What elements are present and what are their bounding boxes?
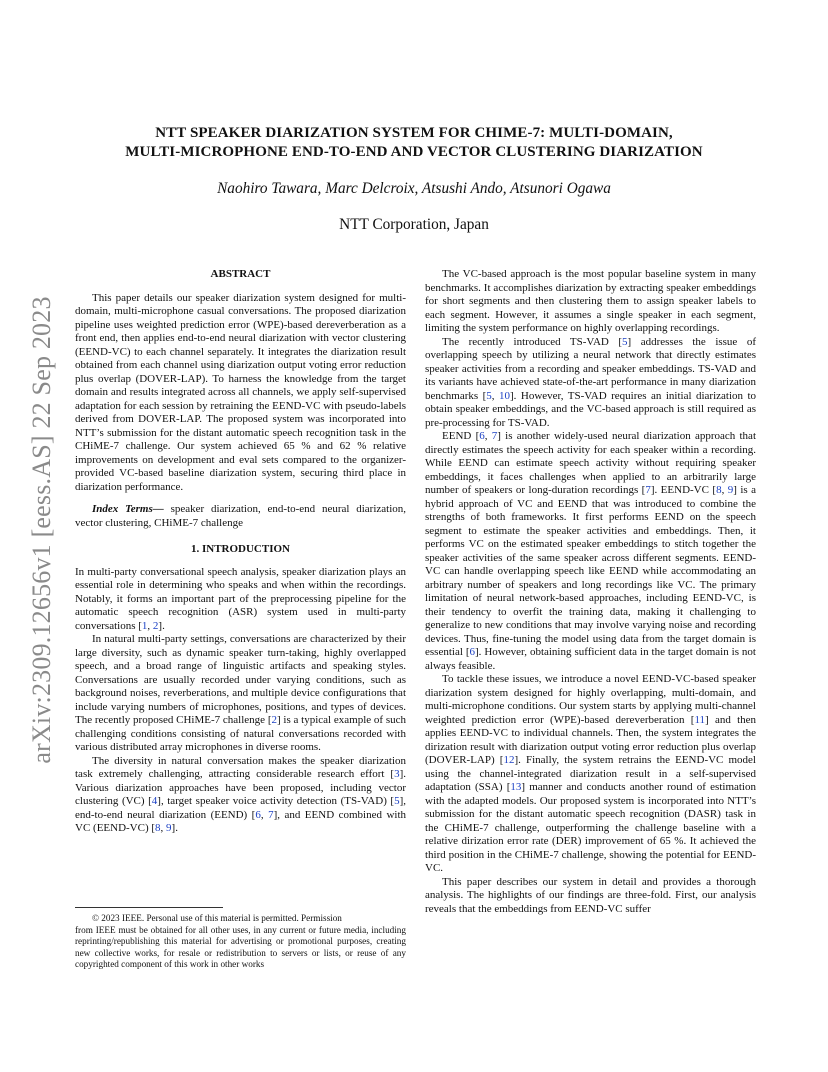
citation-link[interactable]: 2	[152, 619, 159, 632]
intro-paragraph-3: The diversity in natural conversation makes the speaker diarization task extremely challenging, attracting considerable research effort [3]. Various diarization approaches have been proposed, including vector clustering (VC) [4], target speaker voice activity detection (TS-VAD) [5], end-to-end neural diarization (EEND) [6, 7], and EEND combined with VC (EEND-VC) [8, 9].	[75, 754, 407, 834]
footnote-line-1: © 2023 IEEE. Personal use of this material is permitted. Permission	[92, 913, 342, 923]
arxiv-identifier: arXiv:2309.12656v1 [eess.AS] 22 Sep 2023	[27, 296, 56, 764]
citation-link[interactable]: 7	[268, 808, 274, 821]
arxiv-sidebar	[22, 280, 62, 780]
text-span: ] addresses the issue of overlapping speech by utilizing a neural network that directly estimates speaker activities from a recording and speaker embeddings. TS-VAD and its variants have achieved state-of-the-art performance in many diarization benchmarks [	[425, 335, 756, 402]
right-paragraph-1: The VC-based approach is the most popular baseline system in many benchmarks. It accomplishes diarization by extracting speaker embeddings for short segments and then clustering them to assign speaker labels to each segment. However, it assumes a single speaker in each segment, limiting the system performance on highly overlapping recordings.	[425, 268, 756, 334]
citation-link[interactable]: 7	[491, 430, 498, 442]
text-span: In multi-party conversational speech analysis, speaker diarization plays an essential role in determining who speaks and when within the recordings. Notably, it forms an important part of the preprocessing pipeline for the automatic speech recognition (ASR) system used in multi-party conversations [	[75, 565, 406, 632]
paper-title	[74, 124, 754, 162]
left-column	[75, 268, 406, 836]
text-span: ]. EEND-VC [	[650, 484, 717, 496]
copyright-footnote	[75, 913, 406, 971]
text-span: In natural multi-party settings, conversations are characterized by their large diversity, such as dynamic speaker turn-taking, highly overlapped speech, and a broad range of linguistic artifacts and speaking styles. Conversations are usually recorded under varying conditions, such as background noises, reverberations, and multiple device configurations that include varying numbers of microphones, positions, and types of devices. The recently proposed CHiME-7 challenge [	[75, 633, 406, 726]
text-span: The diversity in natural conversation makes the speaker diarization task extremely challenging, attracting considerable research effort [	[75, 754, 406, 780]
text-span: ], target speaker voice activity detection (TS-VAD) [	[157, 795, 395, 807]
text-span: ]. However, obtaining sufficient data in the target domain is not always feasible.	[425, 646, 756, 672]
affiliation: NTT Corporation, Japan	[339, 216, 489, 233]
title-line-2: MULTI-MICROPHONE END-TO-END AND VECTOR CLUSTERING DIARIZATION	[125, 144, 703, 160]
citation-link[interactable]: 6	[479, 430, 485, 442]
intro-paragraph-1	[75, 566, 406, 634]
citation-link[interactable]: 7	[645, 484, 651, 496]
text-span: ]. Various diarization approaches have been proposed, including vector clustering (VC) [	[75, 768, 406, 807]
citation-link[interactable]: 3	[394, 768, 400, 780]
citation-link[interactable]: 4	[151, 795, 158, 807]
text-span: ]. Finally, the system retrains the EEND-VC model using the channel-integrated diarization result in a self-supervised adaptation (SSA) [	[425, 754, 756, 793]
text-span: ] is a hybrid approach of VC and EEND that was introduced to combine the strengths of both frameworks. It first performs EEND on the speech segment to estimate the speaker activities and embeddings. Then, it performs VC on the estimated speaker embeddings to stitch together the speaker activities of the same speaker across different segments. EEND-VC can handle overlapping speech like EEND while accommodating an arbitrary number of speakers and long recordings like VC. The primary limitation of neural network-based approaches, including EEND-VC, is their tendency to overfit the training data, making it challenging to generalize to new conditions that may involve varying noise and recording devices. Thus, fine-tuning the model using data from the target domain is essential [	[425, 484, 756, 658]
index-terms	[75, 503, 406, 530]
abstract-heading: ABSTRACT	[210, 268, 271, 280]
title-line-1: NTT SPEAKER DIARIZATION SYSTEM FOR CHIME-7: MULTI-DOMAIN,	[155, 125, 673, 141]
author-list: Naohiro Tawara, Marc Delcroix, Atsushi Ando, Atsunori Ogawa	[217, 180, 611, 197]
text-span: ].	[171, 822, 178, 834]
text-span: ].	[158, 619, 165, 632]
citation-link[interactable]: 9	[727, 484, 734, 496]
citation-link[interactable]: 6	[469, 646, 475, 658]
citation-link[interactable]: 9	[166, 822, 172, 834]
text-span: To tackle these issues, we introduce a novel EEND-VC-based speaker diarization system designed for highly overlapping, multi-domain, and multi-microphone conditions. Our system starts by applying multi-channel weighted prediction error (WPE)-based dereverberation [	[425, 673, 756, 726]
right-column	[425, 268, 756, 916]
right-paragraph-4	[425, 673, 756, 876]
text-span: EEND [	[442, 430, 480, 442]
text-span: ], and EEND combined with VC (EEND-VC) [	[75, 808, 407, 834]
citation-link[interactable]: 1	[141, 619, 148, 632]
citation-link[interactable]: 13	[510, 781, 522, 793]
citation-link[interactable]: 8	[716, 484, 722, 496]
right-paragraph-2: The recently introduced TS-VAD [5] addresses the issue of overlapping speech by utilizing a neural network that directly estimates speaker activities from a recording and speaker embeddings. TS-VAD and its variants have achieved state-of-the-art performance in many diarization benchmarks [5, 10]. However, TS-VAD requires an initial diarization to obtain speaker embeddings, and the VC-based approach is still required as pre-processing for TS-VAD.	[425, 335, 757, 429]
citation-link[interactable]: 5	[486, 389, 492, 402]
intro-paragraph-2	[75, 633, 406, 755]
text-span: ,	[147, 619, 153, 632]
text-span: The recently introduced TS-VAD [	[442, 335, 623, 348]
right-paragraph-3: EEND [6, 7] is another widely-used neural diarization approach that directly estimates the speech activity for each speaker within a recording. While EEND can estimate speech activity without requiring speaker embeddings, it faces challenges when applied to an arbitrarily large number of speakers or long-duration recordings [7]. EEND-VC [8, 9] is a hybrid approach of VC and EEND that was introduced to combine the strengths of both frameworks. It first performs EEND on the speech segment to estimate the speaker activities and embeddings. Then, it performs VC on the estimated speaker embeddings to stitch together the speaker activities of the same speaker across different segments. EEND-VC can handle overlapping speech like EEND while accommodating an arbitrary number of speakers and long recordings like VC. The primary limitation of neural network-based approaches, including EEND-VC, is their tendency to overfit the training data, making it challenging to generalize to new conditions that may involve varying noise and recording devices. Thus, fine-tuning the model using data from the target domain is essential [6]. However, obtaining sufficient data in the target domain is not always feasible.	[425, 430, 756, 672]
abstract-text: This paper details our speaker diarization system designed for multi-domain, multi-microphone casual conversations. The proposed diarization pipeline uses weighted prediction error (WPE)-based dereverberation as a front end, then applies end-to-end neural diarization with vector clustering (EEND-VC) to each channel separately. It integrates the diarization result obtained from each channel using diarization output voting error reduction plus overlap (DOVER-LAP). To harness the knowledge from the target domain and results integrated across all channels, we apply self-supervised adaptation for each session by retraining the EEND-VC with pseudo-labels derived from DOVER-LAP. The proposed system was incorporated into NTT’s submission for the distant automatic speech recognition task in the CHiME-7 challenge. Our system achieved 65 % and 62 % relative improvements on development and eval sets compared to the organizer-provided VC-based baseline diarization system, securing third place in diarization performance.	[75, 291, 406, 493]
index-terms-text: speaker diarization, end-to-end neural diarization, vector clustering, CHiME-7 challenge	[75, 503, 407, 529]
introduction-heading: 1. INTRODUCTION	[190, 543, 290, 555]
text-span: ]. However, TS-VAD requires an initial diarization to obtain speaker embeddings, and the VC-based approach is still required as pre-processing for TS-VAD.	[425, 389, 757, 429]
text-span: ] is a typical example of such challenging conditions consisting of natural conversations recorded with various distributed array microphones in diverse rooms.	[75, 714, 407, 753]
footnote-rest: from IEEE must be obtained for all other uses, in any current or future media, including reprinting/republishing this material for advertising or promotional purposes, creating new collective works, for resale or redistribution to servers or lists, or reuse of any copyrighted component of this work in other works	[75, 924, 406, 970]
citation-link[interactable]: 8	[155, 822, 161, 834]
text-span: ] and then applies EEND-VC to individual channels. Then, the system integrates the dirization result with diarization output voting error reduction plus overlap (DOVER-LAP) [	[425, 713, 757, 766]
text-span: ], end-to-end neural diarization (EEND) [	[75, 795, 407, 821]
right-paragraph-5: This paper describes our system in detail and provides a thorough analysis. The highlights of our findings are three-fold. First, our analysis reveals that the embeddings from EEND-VC suffer	[425, 875, 756, 915]
citation-link[interactable]: 12	[503, 754, 515, 766]
citation-link[interactable]: 10	[499, 389, 510, 402]
index-terms-label: Index Terms—	[92, 503, 164, 515]
citation-link[interactable]: 2	[271, 714, 277, 726]
footnote-rule	[75, 907, 223, 908]
citation-link[interactable]: 6	[255, 808, 261, 821]
text-span: ] manner and conducts another round of estimation with the adapted models. Our proposed system is incorporated into NTT’s submission for the distant automatic speech recognition (DASR) task in the CHiME-7 challenge, outperforming the challenge baseline with a relative dirization error rate (DER) improvement of 65 %. It achieved the third position in the CHiME-7 challenge, showing the potential for EEND-VC.	[425, 781, 756, 874]
citation-link[interactable]: 11	[694, 713, 706, 726]
citation-link[interactable]: 5	[622, 335, 628, 348]
text-span: ] is another widely-used neural diarization approach that directly estimates the speech activity for each speaker within a recording. While EEND can estimate speech activity without requiring speaker embeddings, it faces challenges when applied to an arbitrarily large number of speakers or long-duration recordings [	[425, 430, 756, 496]
citation-link[interactable]: 5	[394, 795, 400, 807]
